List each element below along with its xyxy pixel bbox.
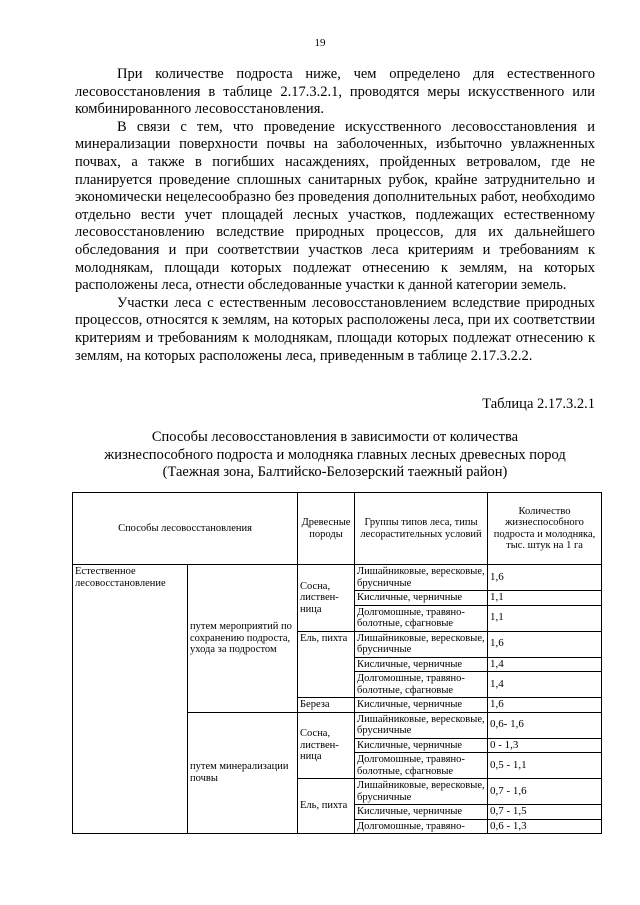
header-forest-types: Группы типов леса, типы лесорастительных условий (355, 493, 488, 565)
table-title-line-1: Способы лесовосстановления в зависимости от количества (151, 429, 519, 445)
quantity-value: 1,4 (488, 657, 602, 672)
species-birch: Береза (298, 698, 355, 713)
forest-type: Долгомошные, травяно-болотные, сфагновые (355, 753, 488, 779)
quantity-value: 1,1 (488, 605, 602, 631)
submethod-mineralization: путем минерализации почвы (188, 712, 298, 834)
forest-type: Кисличные, черничные (355, 805, 488, 820)
table-title-line-2: жизнеспособного подроста и молодняка главных лесных древесных пород (104, 446, 566, 463)
table-header-row (73, 493, 602, 565)
quantity-value: 0,6 - 1,3 (488, 819, 602, 834)
quantity-value: 0,5 - 1,1 (488, 753, 602, 779)
forest-type: Лишайниковые, вересковые, брусничные (355, 631, 488, 657)
quantity-value: 0,7 - 1,5 (488, 805, 602, 820)
quantity-value: 1,1 (488, 591, 602, 606)
method-natural: Естественное лесовосстановление (73, 565, 188, 834)
reforestation-table (72, 492, 602, 834)
forest-type: Кисличные, черничные (355, 657, 488, 672)
quantity-value: 1,4 (488, 672, 602, 698)
forest-type: Лишайниковые, вересковые, брусничные (355, 712, 488, 738)
page-number: 19 (314, 37, 326, 49)
header-quantity: Количество жизнеспособного подроста и молодняка, тыс. штук на 1 га (488, 493, 602, 565)
header-species: Древесные породы (298, 493, 355, 565)
quantity-value: 0,7 - 1,6 (488, 779, 602, 805)
forest-type: Долгомошные, травяно-болотные, сфагновые (355, 605, 488, 631)
table-title (75, 429, 595, 482)
table-reference: Таблица 2.17.3.2.1 (482, 396, 595, 412)
species-pine: Сосна, листвен-ница (298, 712, 355, 779)
paragraph-3: Участки леса с естественным лесовосстановлением вследствие природных процессов, относятся к землям, на которых расположены леса, при их соответствии критериям и требованиям к молоднякам, площади которых подлежат отнесению к землям, на которых расположены леса, приведенным в таблице 2.17.3.2.2. (75, 294, 595, 364)
forest-type: Долгомошные, травяно- (355, 819, 488, 834)
table-title-line-3: (Таежная зона, Балтийско-Белозерский таежный район) (162, 464, 508, 480)
forest-type: Лишайниковые, вересковые, брусничные (355, 779, 488, 805)
header-methods: Способы лесовосстановления (73, 493, 298, 565)
paragraph-1: При количестве подроста ниже, чем определено для естественного лесовосстановления в таблице 2.17.3.2.1, проводятся меры искусственного или комбинированного лесовосстановления. (75, 66, 595, 118)
forest-type: Лишайниковые, вересковые, брусничные (355, 565, 488, 591)
species-spruce: Ель, пихта (298, 631, 355, 698)
paragraph-2: В связи с тем, что проведение искусственного лесовосстановления и минерализации поверхности почвы на заболоченных, избыточно увлажненных почвах, а также в погибших насаждениях, пройденных ветровалом, где не планируется проведение сплошных санитарных рубок, крайне затруднительно и экономически нецелесообразно без проведения дополнительных работ, необходимо отдельно вести учет площадей лесных участков, подлежащих естественному лесовосстановлению вследствие природных процессов, для их дальнейшего обследования и при соответствии участков леса критериям и требованиям к молоднякам, площади которых подлежат отнесению к землям, на которых расположены леса, отнести обследованные участки к данной категории земель. (75, 118, 595, 294)
quantity-value: 1,6 (488, 698, 602, 713)
quantity-value: 0 - 1,3 (488, 738, 602, 753)
submethod-preservation: путем мероприятий по сохранению подроста, ухода за подростом (188, 565, 298, 713)
forest-type: Кисличные, черничные (355, 591, 488, 606)
quantity-value: 1,6 (488, 631, 602, 657)
forest-type: Кисличные, черничные (355, 738, 488, 753)
species-spruce: Ель, пихта (298, 779, 355, 834)
table-row (73, 565, 602, 591)
quantity-value: 0,6- 1,6 (488, 712, 602, 738)
forest-type: Долгомошные, травяно-болотные, сфагновые (355, 672, 488, 698)
quantity-value: 1,6 (488, 565, 602, 591)
species-pine: Сосна, листвен-ница (298, 565, 355, 632)
forest-type: Кисличные, черничные (355, 698, 488, 713)
body-text (75, 66, 595, 365)
